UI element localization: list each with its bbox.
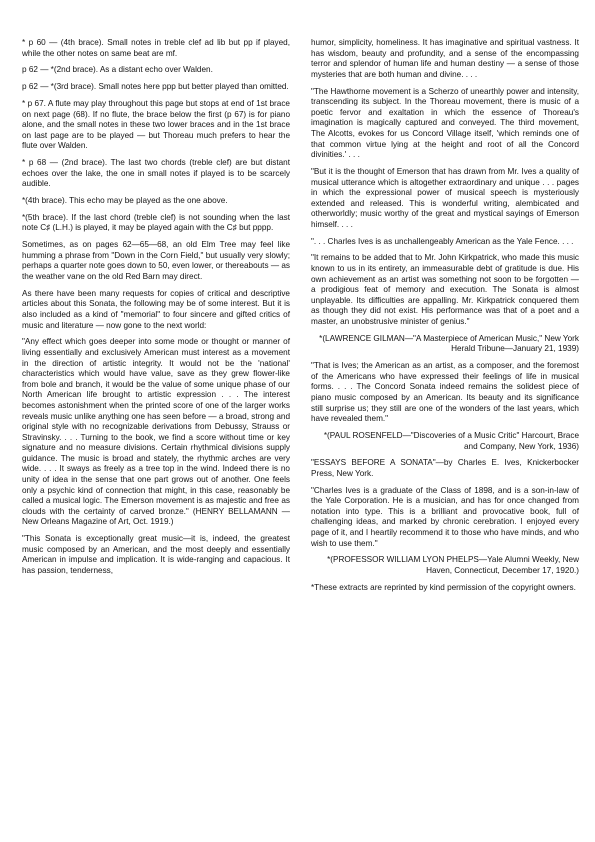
gilman-kirkpatrick-paragraph: "It remains to be added that to Mr. John Kirkpatrick, who made this music known to us in its entirety, an immeasurable debt of gratitude is due. His own achievement as an artist was something not soon to be forgotten — a prodigious feat of memory and execution. The Sonata is almost unplayable. Its difficulties are appalling. Mr. Kirkpatrick conquered them as though they did not exist. His performance was that of a poet and a master, an unobstrusive minister of genius." [311,253,579,326]
phelps-quote: "Charles Ives is a graduate of the Class of 1898, and is a son-in-law of the Yale Corporation. He is a musician, and has for once changed from notation into type. This is a brilliant and provocative book, full of challenging ideas, and marked by chronic cerebration. I enjoyed every page of it, and I heartily recommend it to those who have minds, and who wish to use them." [311,485,579,548]
rosenfeld-citation: *(PAUL ROSENFELD—"Discoveries of a Music Critic" Harcourt, Brace and Company, New York, 1936) [323,430,579,451]
gilman-yale-fence-paragraph: ". . . Charles Ives is as unchallengeably American as the Yale Fence. . . . [311,236,574,246]
gilman-quote-continued: humor, simplicity, homeliness. It has imaginative and spiritual vastness. It has wisdom, beauty and profundity, and a sense of the encompassing terror and splendor of human life and human destiny — a sense of those mysteries that are both human and divine. . . . [311,38,579,79]
memorial-intro-paragraph: As there have been many requests for copies of critical and descriptive articles about this Sonata, the following may be of some interest. But it is also included as a kind of "memorial" to four sincere and gifted critics of music and literature — now gone to the next world: [22,288,290,330]
note-p68-2nd: * p 68 — (2nd brace). The last two chords (treble clef) are but distant echoes over the lake, the one in small notes if played is to be scarcely audible. [22,158,290,189]
essays-title-line: "ESSAYS BEFORE A SONATA"—by Charles E. Ives, Knickerbocker Press, New York. [311,458,579,478]
gilman-hawthorne-paragraph: "The Hawthorne movement is a Scherzo of unearthly power and intensity, transcending its subject. In the Thoreau movement, there is music of a poetic fervor and exaltation in which the essence of Thoreau's imagination is magically captured and conveyed. The third movement, The Alcotts, evokes for us Concord Village itself, 'which reminds one of that common virtue lying at the height and root of all the Concord divinities.' . . . [311,86,579,160]
gilman-citation: *(LAWRENCE GILMAN—"A Masterpiece of American Music," New York Herald Tribune—January 21, 1939) [319,333,579,354]
note-p67: * p 67. A flute may play throughout this page but stops at end of 1st brace on next page (68). If no flute, the brace below the first (p 67) is for piano alone, and the small notes in these two lower braces and in the 1st brace on last page are to be played — but Thoreau much prefers to hear the flute over Walden. [22,98,290,151]
note-p68-5th: *(5th brace). If the last chord (treble clef) is not sounding when the last note C♯ (L.H.) is played, it may be played again with the C♯ but pppp. [22,212,290,233]
bellamann-quote: "Any effect which goes deeper into some mode or thought or manner of living essentially and exclusively American must interest as a movement in the direction of artistic integrity. It would not be the 'national' characteristics which would have value, save as they grew flower-like from bole and branch, it would be the value of some unique phase of our North American life brought to artistic expression . . . The interest becomes astonishment when the printed score of one of the larger works reveals music unlike anything one has seen before — a broad, strong and original style with no recognizable derivations from Debussy, Strauss or Stravinsky. . . . Turning to the book, we find a score without time or key signature and no measure divisions. Certain rhythmical divisions supply guidance. The music is broad and stately, the rhythmic arches are very wide. . . . It sways as freely as a tree top in the wind. Indeed there is no unity of idea in the sense that one part grows out of another. One feels only a psychic kind of connection that might, in this case, reasonably be called a musical logic. The Emerson movement is as majestic and free as clouds with the certainty of carved bronze." (HENRY BELLAMANN — New Orleans Magazine of Art, Oct. 1919.) [22,337,290,527]
right-column [311,38,579,600]
permission-footnote: *These extracts are reprinted by kind permission of the copyright owners. [311,582,576,592]
gilman-quote-start: "This Sonata is exceptionally great music—it is, indeed, the greatest music composed by an American, and the most deeply and essentially American in impulse and implication. It is wide-ranging and capacious. It has passion, tenderness, [22,534,290,575]
note-p60: * p 60 — (4th brace). Small notes in treble clef ad lib but pp if played, while the other notes on same beat are mf. [22,38,290,58]
gilman-emerson-paragraph: "But it is the thought of Emerson that has drawn from Mr. Ives a quality of musical utterance which is altogether extraordinary and unique . . . pages in which the expressional power of musical speech is mysteriously extended and released. This is wonderful writing, alembicated and otherworldly; music worthy of the great and mystical sayings of Emerson himself. . . . [311,166,579,229]
rosenfeld-quote: "That is Ives; the American as an artist, as a composer, and the foremost of the Americans who have expressed their feelings of life in musical forms. . . . The Concord Sonata indeed remains the solidest piece of piano music composed by an American. Its beauty and its significance still surprise us; they still are one of the wonders of the last years, which have revealed them." [311,361,579,424]
phelps-citation: *(PROFESSOR WILLIAM LYON PHELPS—Yale Alumni Weekly, New Haven, Connecticut, December 17, 1920.) [327,555,579,575]
note-p68-4th: *(4th brace). This echo may be played as the one above. [22,196,228,206]
left-column [22,38,290,583]
note-p62-3rd: p 62 — *(3rd brace). Small notes here ppp but better played than omitted. [22,82,289,92]
elm-tree-paragraph: Sometimes, as on pages 62—65—68, an old Elm Tree may feel like humming a phrase from "Down in the Corn Field," but usually very slowly; perhaps a quarter note goes down to 50, even lower, or thereabouts — as the weather vane on the old Red Barn may direct. [22,240,290,281]
note-p62-2nd: p 62 — *(2nd brace). As a distant echo over Walden. [22,65,213,75]
